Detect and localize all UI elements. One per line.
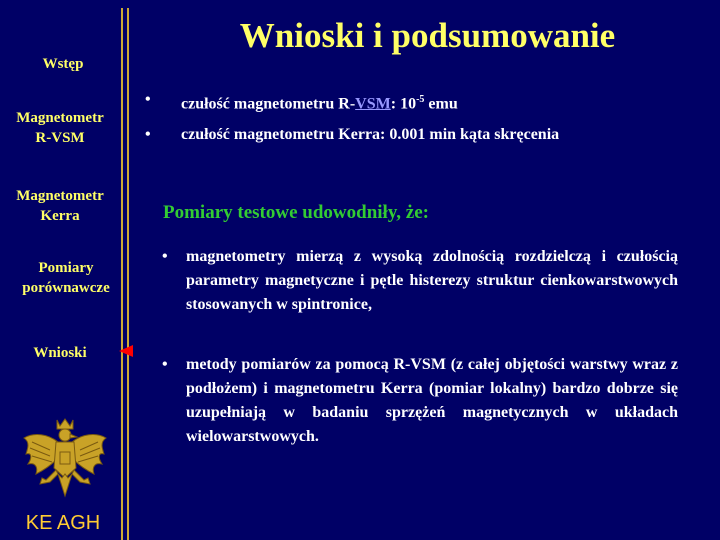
nav-item-pomiary[interactable] — [0, 258, 132, 298]
nav-label: Wstęp — [42, 56, 84, 72]
bullet-text: czułość magnetometru Kerra: 0.001 min kąta skręcenia — [181, 126, 560, 143]
eagle-emblem-icon — [20, 416, 110, 508]
nav-label-sub: porównawcze — [22, 280, 110, 296]
logo-text: KE AGH — [25, 512, 101, 534]
nav-label: Magnetometr — [16, 188, 104, 204]
nav-label: Wnioski — [33, 345, 87, 361]
active-section-marker-icon — [119, 345, 133, 357]
bullet-exponent: -5 — [416, 94, 425, 105]
section-subheading: Pomiary testowe udowodniły, że: — [163, 202, 429, 223]
bullet-dot-icon: • — [145, 91, 151, 108]
nav-item-magnetometr-kerra[interactable] — [0, 186, 120, 226]
bullet-text-post: : 10 — [390, 95, 417, 113]
conclusion-paragraph-2 — [162, 353, 678, 449]
bullet-text-tail: emu — [424, 95, 458, 113]
nav-item-wstep[interactable] — [0, 54, 126, 74]
conclusion-text: magnetometry mierzą z wysoką zdolnością rozdzielczą i czułością parametry magnetyczne i pętle histerezy struktur cienkowarstwowych stosowanych w spintronice, — [186, 248, 678, 313]
nav-item-wnioski[interactable] — [0, 343, 120, 363]
conclusion-paragraph-1 — [162, 245, 678, 317]
bullet-dot-icon: • — [162, 248, 168, 265]
nav-item-magnetometr-rvsm[interactable] — [0, 108, 120, 148]
nav-label: Magnetometr — [16, 110, 104, 126]
conclusion-text: metody pomiarów za pomocą R-VSM (z całej objętości warstwy wraz z podłożem) i magnetometru Kerra (pomiar lokalny) bardzo dobrze się uzupełniają w badaniu sprzężeń magnetycznych w układach wielowarstwowych. — [186, 356, 678, 445]
nav-label-sub: R-VSM — [35, 130, 85, 146]
nav-label-sub: Kerra — [40, 208, 80, 224]
bullet-text-pre: czułość magnetometru R- — [181, 95, 356, 113]
vsm-link[interactable]: VSM — [355, 95, 391, 113]
page-title: Wnioski i podsumowanie — [239, 16, 616, 55]
bullet-dot-icon: • — [162, 356, 168, 373]
nav-label: Pomiary — [38, 260, 94, 276]
bullet-text — [181, 90, 458, 114]
bullet-dot-icon: • — [145, 126, 151, 143]
